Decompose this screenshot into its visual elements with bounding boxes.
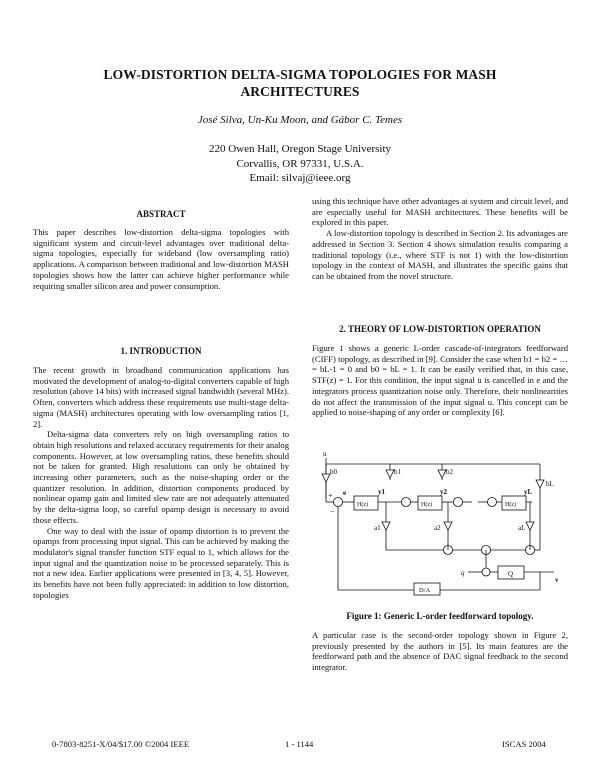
affiliation	[60, 142, 540, 186]
footer-conference: ISCAS 2004	[502, 739, 546, 749]
intro-paragraph-2: Delta-sigma data converters rely on high oversampling ratios to obtain high resolutions and relaxed accuracy requirements for their analog components. However, at low oversampling ratios, these benefits should not be taken for granted. High resolutions can only be obtained by increasing other parameters, such as the noise-shaping order or the quantizer resolution. In addition, distortion components produced by nonlinear opamp gain and limited slew rate are not adequately attenuated by the delta-sigma loop, so careful opamp design is necessary to avoid those effects.	[33, 429, 289, 525]
label-bL: bL	[546, 480, 554, 488]
right-paragraph-2: A low-distortion topology is described in Section 2. Its advantages are addressed in Section 3. Section 4 shows simulation results comparing a traditional topology (i.e., where STF is not 1) with the low-distortion topology in the context of MASH, and illustrates the specific gains that can be obtained from the novel structure.	[312, 228, 568, 281]
abstract-paragraph: This paper describes low-distortion delta-sigma topologies with significant system and circuit-level advantages over traditional delta-sigma topologies, especially for wideband (low oversampling ratio) applications. A comparison between traditional and low-distortion MASH topologies shows how the latter can achieve higher performance while requiring smaller silicon area and power consumption.	[33, 227, 289, 291]
label-b0: b0	[330, 468, 337, 476]
figure-1-diagram	[318, 450, 563, 602]
label-y2: y2	[440, 488, 447, 496]
figure-1-caption: Figure 1: Generic L-order feedforward topology.	[346, 611, 534, 621]
label-minus: −	[330, 507, 335, 516]
label-b1: b1	[394, 468, 401, 476]
footer-copyright: 0-7803-8251-X/04/$17.00 ©2004 IEEE	[52, 739, 190, 749]
intro-paragraph-3: One way to deal with the issue of opamp distortion is to prevent the opamps from processing input signal. This can be achieved by making the modulator's signal transfer function STF equal to 1, which allows for the input signal and the quantization noise to be processed separately. This is not a new idea. Earlier applications were presented in [3, 4, 5]. However, its benefits have not been fully appreciated: in addition to low distortion, topologies	[33, 525, 289, 600]
label-b2: b2	[446, 468, 453, 476]
label-e: e	[343, 489, 347, 497]
label-v: v	[555, 576, 559, 584]
right-paragraph-1: using this technique have other advantages at system and circuit level, and are especially useful for MASH architectures. These benefits will be explored in this paper.	[312, 196, 568, 228]
dac-label: D/A	[419, 587, 431, 594]
paper-title	[60, 66, 540, 100]
hz-block-L: H(z)	[505, 502, 516, 508]
label-y1: y1	[378, 488, 385, 496]
intro-heading: 1. INTRODUCTION	[120, 346, 202, 356]
right-top-text	[312, 196, 568, 282]
quantizer-label: Q	[508, 570, 514, 578]
theory-text	[312, 343, 568, 418]
title-line-2: ARCHITECTURES	[240, 84, 360, 99]
intro-paragraph-1: The recent growth in broadband communication applications has motivated the development of analog-to-digital converters capable of high resolution (above 14 bits) with increased signal bandwidth (several MHz). Often, converters which address these requirements use multi-stage delta-sigma (MASH) architectures operating with low oversampling ratios [1, 2].	[33, 365, 289, 429]
affiliation-city: Corvallis, OR 97331, U.S.A.	[236, 157, 364, 170]
label-a1: a1	[374, 524, 381, 532]
label-a2: a2	[434, 524, 441, 532]
label-q: q	[461, 569, 465, 577]
hz-block-2: H(z)	[421, 502, 432, 508]
after-figure-text	[312, 630, 568, 673]
affiliation-email: Email: silvaj@ieee.org	[249, 172, 351, 184]
hz-block-1: H(z)	[357, 502, 368, 508]
title-line-1: LOW-DISTORTION DELTA-SIGMA TOPOLOGIES FOR MASH	[103, 67, 497, 82]
footer-page-number: 1 - 1144	[285, 739, 314, 749]
affiliation-address: 220 Owen Hall, Oregon Stage University	[208, 143, 392, 155]
theory-paragraph: Figure 1 shows a generic L-order cascade-of-integrators feedforward (CIFF) topology, as described in [9]. Consider the case when b1 = b2 = … = bL-1 = 0 and b0 = bL = 1. It can be easily verified that, in this case, STF(z) = 1. For this condition, the input signal u is cancelled in e and the integrators process quantization noise only. Therefore, their nonlinearities do not affect the transmission of the input signal u. This concept can be applied to noise-shaping of any order or complexity [6].	[312, 343, 568, 418]
label-yL: yL	[524, 488, 533, 496]
abstract-heading: ABSTRACT	[136, 209, 186, 219]
abstract-text	[33, 227, 289, 291]
label-plus: +	[328, 491, 333, 500]
theory-heading: 2. THEORY OF LOW-DISTORTION OPERATION	[339, 324, 541, 334]
after-figure-paragraph: A particular case is the second-order topology shown in Figure 2, previously presented by the authors in [5]. Its main features are the feedforward path and the absence of DAC signal feedback to the second integrator.	[312, 630, 568, 673]
label-aL: aL	[518, 524, 526, 532]
authors: José Silva, Un-Ku Moon, and Gábor C. Temes	[197, 114, 403, 126]
label-u: u	[323, 450, 327, 458]
intro-text	[33, 365, 289, 600]
